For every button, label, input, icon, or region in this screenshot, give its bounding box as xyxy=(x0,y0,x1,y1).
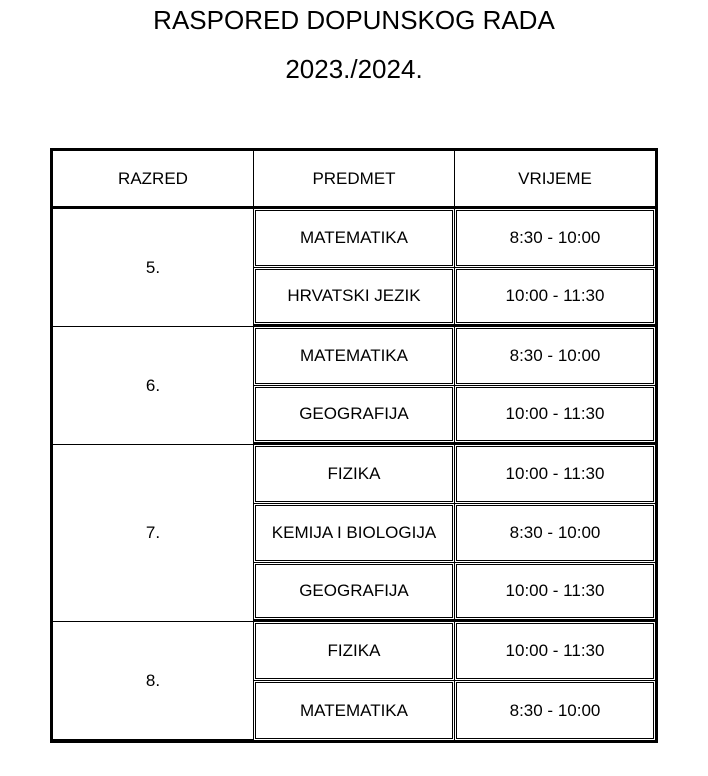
time-cell: 8:30 - 10:00 xyxy=(455,504,655,563)
subject-cell: FIZIKA xyxy=(254,622,455,681)
time-cell: 8:30 - 10:00 xyxy=(455,327,655,386)
time-cell: 10:00 - 11:30 xyxy=(455,622,655,681)
time-cell: 10:00 - 11:30 xyxy=(455,563,655,622)
subject-cell: GEOGRAFIJA xyxy=(254,386,455,445)
header-time: VRIJEME xyxy=(455,151,655,209)
time-cell: 8:30 - 10:00 xyxy=(455,681,655,740)
header-grade: RAZRED xyxy=(53,151,254,209)
subject-cell: MATEMATIKA xyxy=(254,209,455,268)
table-row xyxy=(53,327,655,386)
time-cell: 8:30 - 10:00 xyxy=(455,209,655,268)
subject-cell: FIZIKA xyxy=(254,445,455,504)
time-cell: 10:00 - 11:30 xyxy=(455,445,655,504)
subject-cell: HRVATSKI JEZIK xyxy=(254,268,455,327)
subject-cell: MATEMATIKA xyxy=(254,681,455,740)
grade-cell: 5. xyxy=(53,209,254,327)
table-row xyxy=(53,445,655,504)
time-cell: 10:00 - 11:30 xyxy=(455,268,655,327)
school-year: 2023./2024. xyxy=(285,54,423,84)
page-title: RASPORED DOPUNSKOG RADA xyxy=(153,5,555,35)
header-subject: PREDMET xyxy=(254,151,455,209)
subject-cell: MATEMATIKA xyxy=(254,327,455,386)
subject-cell: GEOGRAFIJA xyxy=(254,563,455,622)
schedule-table xyxy=(50,148,658,743)
table-header-row xyxy=(53,151,655,209)
grade-cell: 8. xyxy=(53,622,254,740)
subject-cell: KEMIJA I BIOLOGIJA xyxy=(254,504,455,563)
table-row xyxy=(53,622,655,681)
time-cell: 10:00 - 11:30 xyxy=(455,386,655,445)
table-row xyxy=(53,209,655,268)
grade-cell: 6. xyxy=(53,327,254,445)
grade-cell: 7. xyxy=(53,445,254,622)
